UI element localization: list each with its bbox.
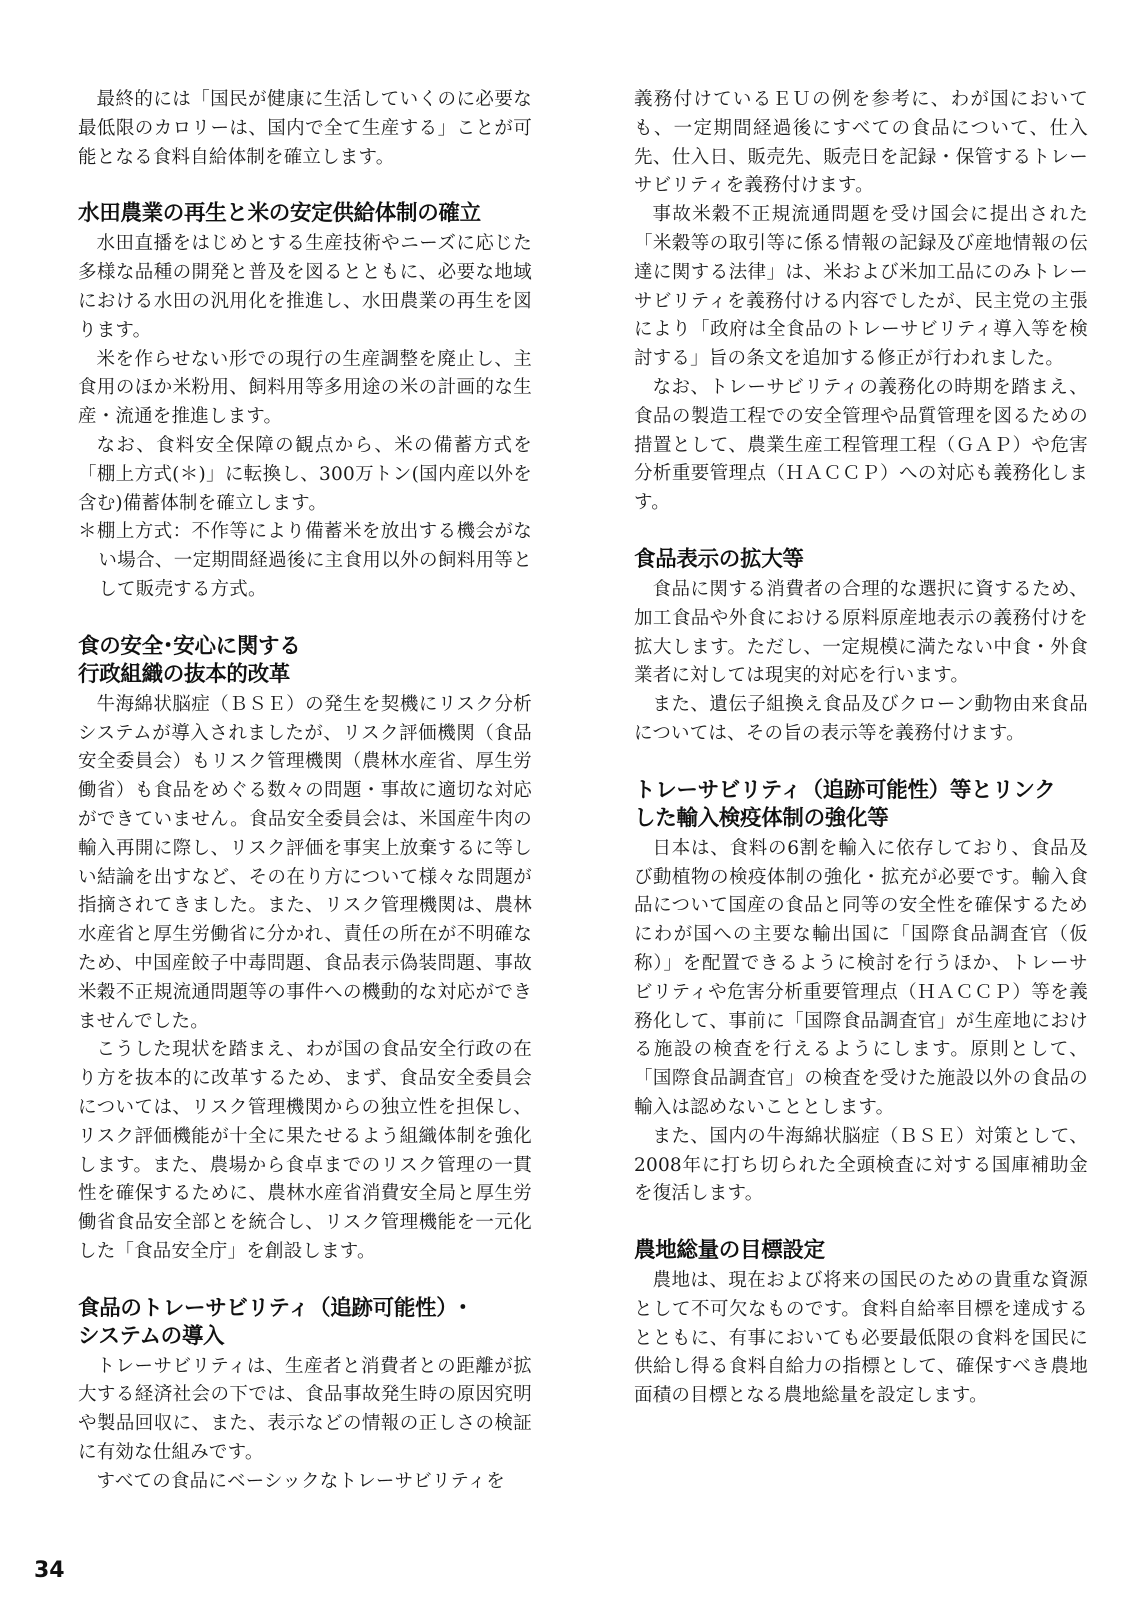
paragraph: また、遺伝子組換え食品及びクローン動物由来食品については、その旨の表示等を義務付けます。 xyxy=(634,694,1088,744)
right-column xyxy=(634,86,1088,1411)
paragraph: 日本は、食料の6割を輸入に依存しており、食品及び動植物の検疫体制の強化・拡充が必要です。輸入食品について国産の食品と同等の安全性を確保するためにわが国への主要な輸出国に「国際食品調査官（仮称）」を配置できるように検討を行うほか、トレーサビリティや危害分析重要管理点（ＨＡＣＣＰ）等を義務化して、事前に「国際食品調査官」が生産地における施設の検査を行えるようにします。原則として、「国際食品調査官」の検査を受けた施設以外の食品の輸入は認めないこととします。 xyxy=(634,837,1088,1118)
continued-paragraph: 義務付けているＥＵの例を参考に、わが国においても、一定期間経過後にすべての食品について、仕入先、仕入日、販売先、販売日を記録・保管するトレーサビリティを義務付けます。 xyxy=(634,89,1088,197)
heading-line-1: トレーサビリティ（追跡可能性）等とリンク xyxy=(634,777,1056,803)
paragraph: また、国内の牛海綿状脳症（ＢＳＥ）対策として、2008年に打ち切られた全頭検査に対する国庫補助金を復活します。 xyxy=(634,1125,1088,1205)
section-farmland xyxy=(634,1237,1088,1411)
heading-line-2: 行政組織の抜本的改革 xyxy=(78,661,291,687)
section-food-labeling xyxy=(634,546,1088,749)
paragraph: なお、トレーサビリティの義務化の時期を踏まえ、食品の製造工程での安全管理や品質管理を図るための措置として、農業生産工程管理工程（ＧＡＰ）や危害分析重要管理点（ＨＡＣＣＰ）への対応も義務化します。 xyxy=(634,376,1088,514)
paragraph: なお、食料安全保障の観点から、米の備蓄方式を「棚上方式(＊)」に転換し、300万トン(国内産以外を含む)備蓄体制を確立します。 xyxy=(78,434,532,514)
heading-line-2: した輸入検疫体制の強化等 xyxy=(634,805,889,831)
section-heading: 食品表示の拡大等 xyxy=(634,546,804,572)
intro-paragraph: 最終的には「国民が健康に生活していくのに必要な最低限のカロリーは、国内で全て生産する」ことが可能となる食料自給体制を確立します。 xyxy=(78,89,532,168)
section-heading xyxy=(78,633,532,689)
paragraph: 農地は、現在および将来の国民のための貴重な資源として不可欠なものです。食料自給率目標を達成するとともに、有事においても必要最低限の食料を国民に供給し得る食料自給力の指標として、確保すべき農地面積の目標となる農地総量を設定します。 xyxy=(634,1270,1088,1407)
paragraph: 食品に関する消費者の合理的な選択に資するため、加工食品や外食における原料原産地表示の義務付けを拡大します。ただし、一定規模に満たない中食・外食業者に対しては現実的対応を行います。 xyxy=(634,578,1088,687)
section-heading xyxy=(634,777,1088,833)
heading-line-1: 食の安全･安心に関する xyxy=(78,633,301,659)
section-heading: 水田農業の再生と米の安定供給体制の確立 xyxy=(78,201,481,227)
paragraph: こうした現状を踏まえ、わが国の食品安全行政の在り方を抜本的に改革するため、まず、食品安全委員会については、リスク管理機関からの独立性を担保し、リスク評価機能が十全に果たせるよう組織体制を強化します。また、農場から食卓までのリスク管理の一貫性を確保するために、農林水産省消費安全局と厚生労働省食品安全部とを統合し、リスク管理機能を一元化した「食品安全庁」を創設します。 xyxy=(78,1039,532,1262)
heading-line-1: 食品のトレーサビリティ（追跡可能性）･ xyxy=(78,1295,468,1321)
heading-line-2: システムの導入 xyxy=(78,1323,225,1349)
page-number: 34 xyxy=(34,1558,65,1583)
paragraph: 牛海綿状脳症（ＢＳＥ）の発生を契機にリスク分析システムが導入されましたが、リスク評価機関（食品安全委員会）もリスク管理機関（農林水産省、厚生労働省）も食品をめぐる数々の問題・事故に適切な対応ができていません。食品安全委員会は、米国産牛肉の輸入再開に際し、リスク評価を事実上放棄するに等しい結論を出すなど、その在り方について様々な問題が指摘されてきました。また、リスク管理機関は、農林水産省と厚生労働省に分かれ、責任の所在が不明確なため、中国産餃子中毒問題、食品表示偽装問題、事故米穀不正規流通問題等の事件への機動的な対応ができませんでした。 xyxy=(78,693,532,1032)
paragraph: 水田直播をはじめとする生産技術やニーズに応じた多様な品種の開発と普及を図るとともに、必要な地域における水田の汎用化を推進し、水田農業の再生を図ります。 xyxy=(78,233,532,341)
paragraph: すべての食品にベーシックなトレーサビリティを xyxy=(96,1470,505,1492)
section-traceability xyxy=(78,1295,532,1497)
section-import-quarantine xyxy=(634,777,1088,1209)
left-column xyxy=(78,86,532,1497)
paragraph: 事故米穀不正規流通問題を受け国会に提出された「米穀等の取引等に係る情報の記録及び産地情報の伝達に関する法律」は、米および米加工品にのみトレーサビリティを義務付ける内容でしたが、民主党の主張により「政府は全食品のトレーサビリティ導入等を検討する」旨の条文を追加する修正が行われました。 xyxy=(634,204,1088,370)
footnote: ＊棚上方式：不作等により備蓄米を放出する機会がない場合、一定期間経過後に主食用以外の飼料用等として販売する方式。 xyxy=(78,521,532,600)
paragraph: トレーサビリティは、生産者と消費者との距離が拡大する経済社会の下では、食品事故発生時の原因究明や製品回収に、また、表示などの情報の正しさの検証に有効な仕組みです。 xyxy=(78,1355,532,1464)
section-paddy xyxy=(78,200,532,604)
paragraph: 米を作らせない形での現行の生産調整を廃止し、主食用のほか米粉用、飼料用等多用途の米の計画的な生産・流通を推進します。 xyxy=(78,348,532,428)
section-heading: 農地総量の目標設定 xyxy=(634,1238,825,1264)
section-heading xyxy=(78,1295,532,1351)
section-food-safety xyxy=(78,633,532,1267)
